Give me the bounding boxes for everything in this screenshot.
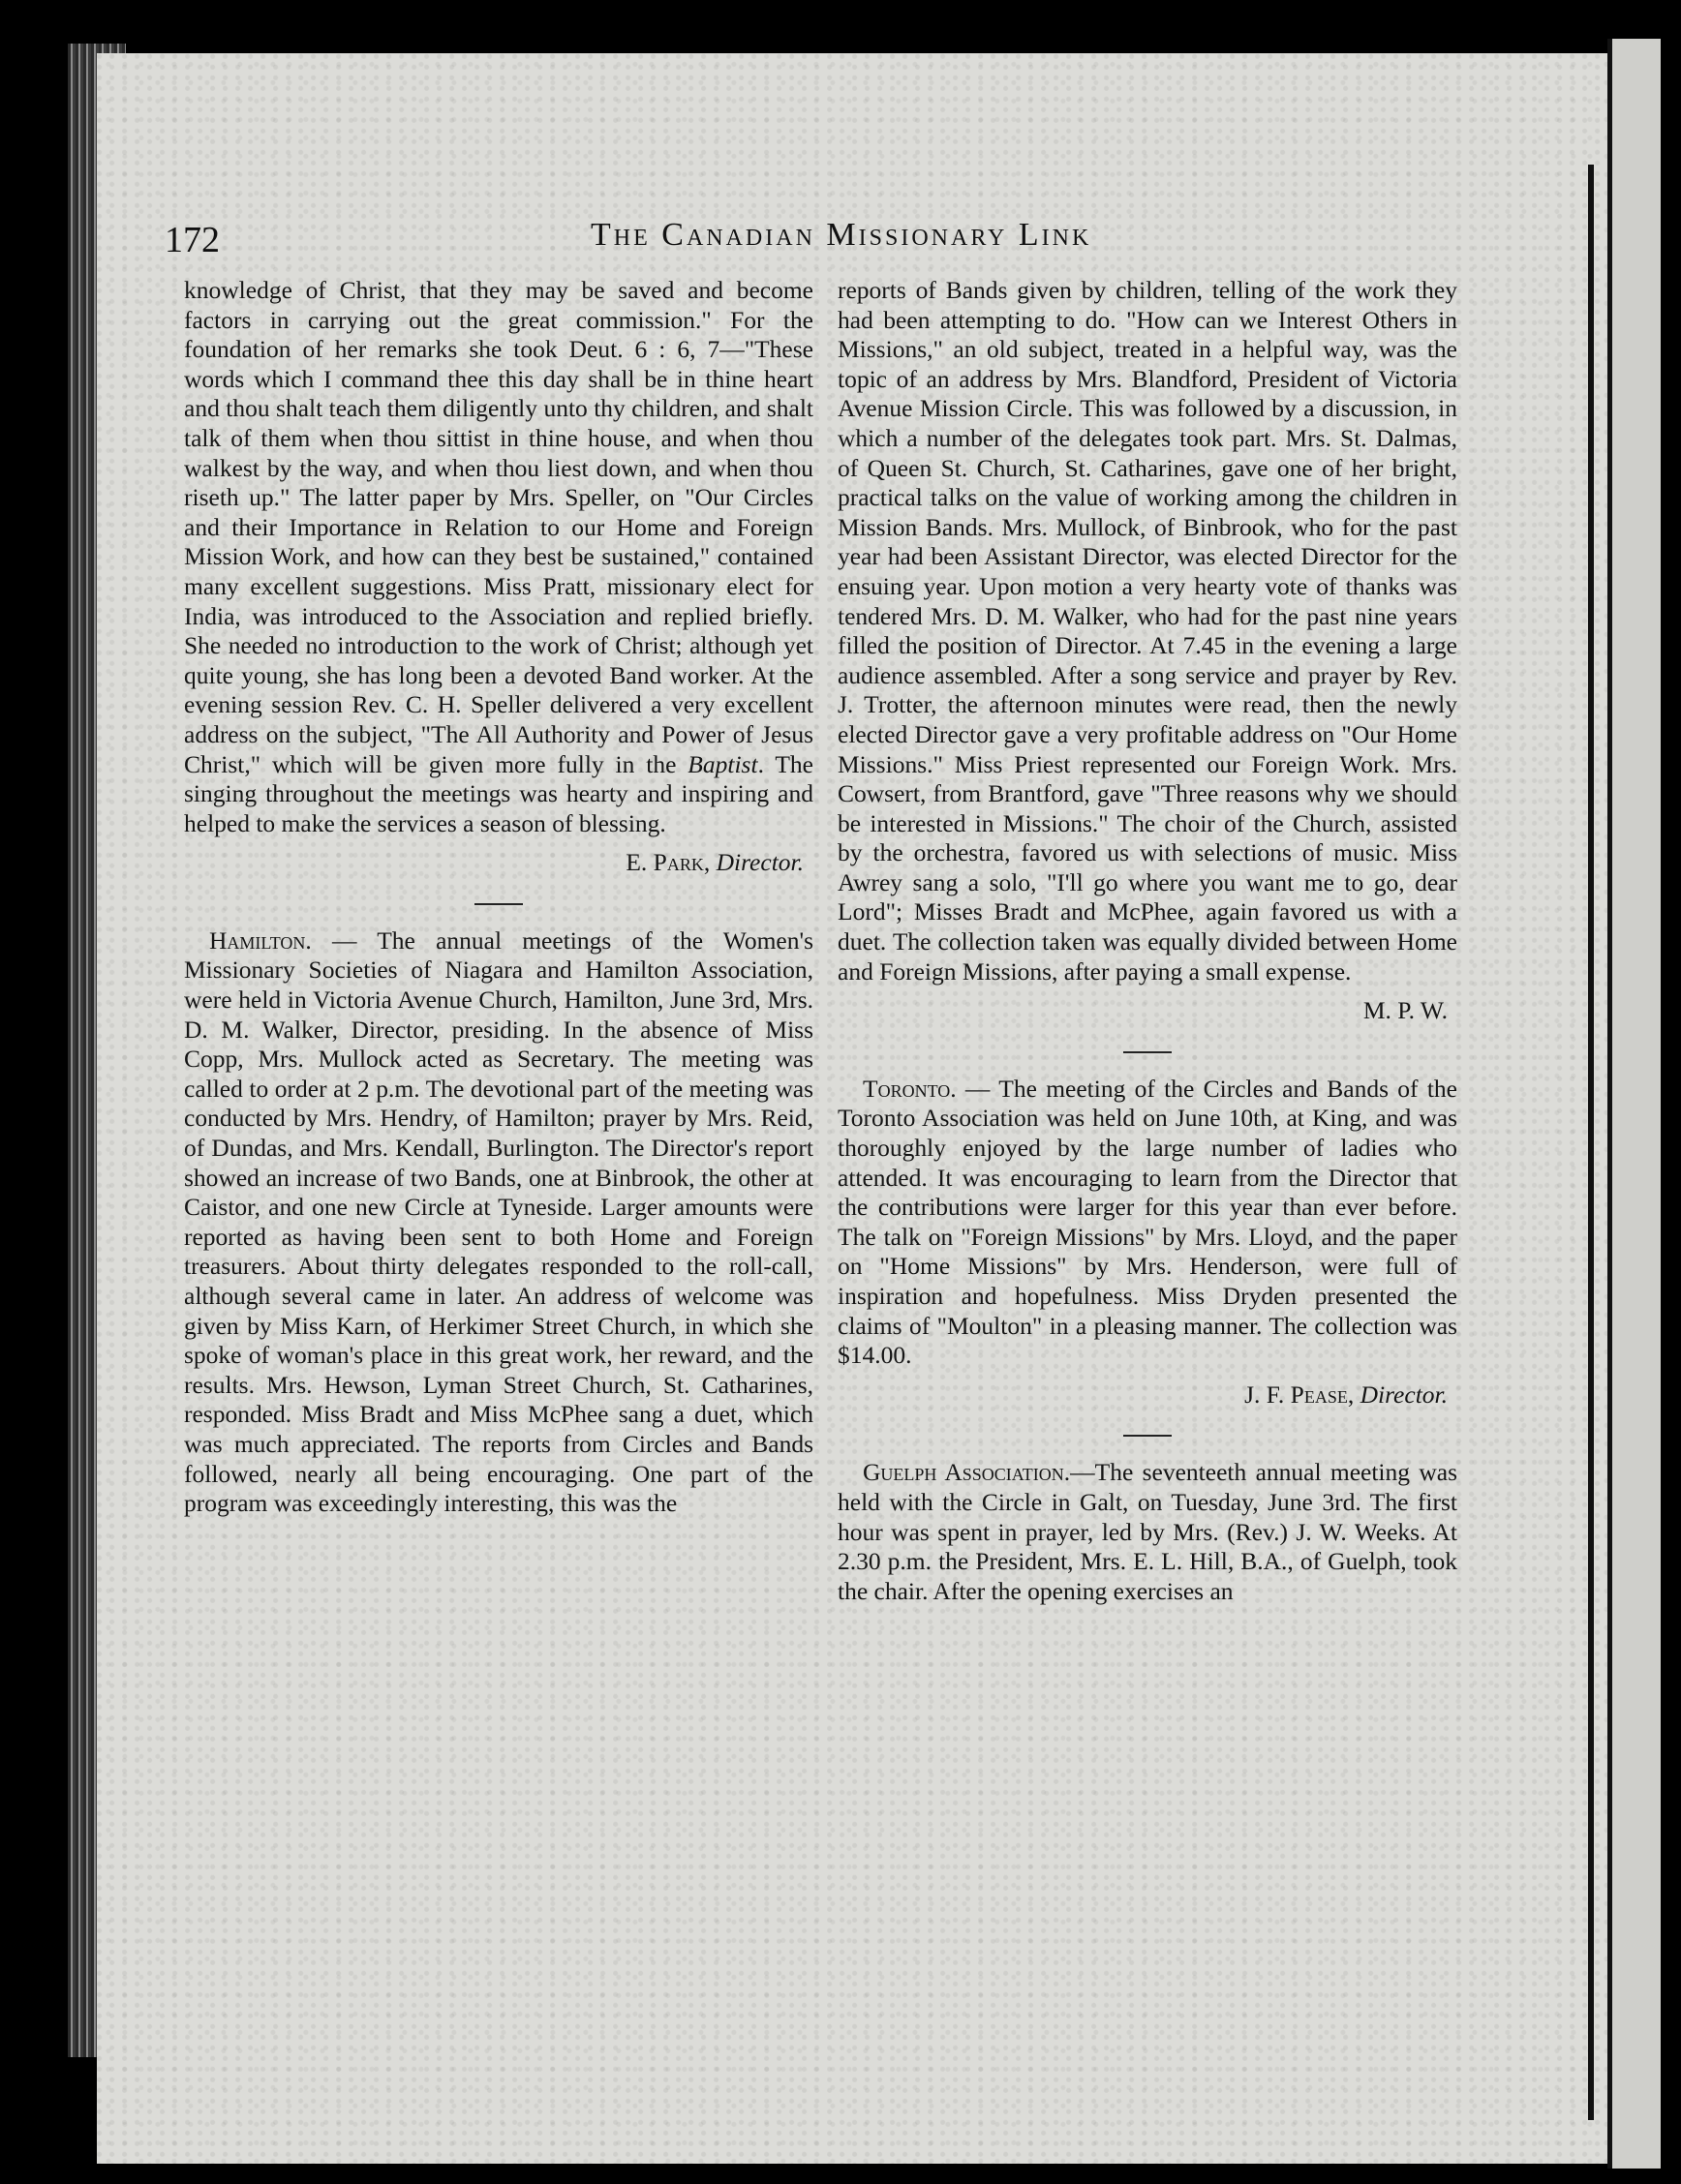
- page-number: 172: [165, 220, 220, 260]
- signature-name: J. F. Pease,: [1244, 1380, 1355, 1409]
- page-header: [165, 211, 1482, 269]
- gutter-line: [1588, 165, 1594, 2120]
- section-divider: [474, 903, 523, 905]
- italic-title: Baptist: [688, 749, 758, 778]
- signature-park: [184, 848, 813, 878]
- signature-title: Director.: [716, 848, 804, 877]
- continued-paragraph: [184, 276, 813, 838]
- running-title: The Canadian Missionary Link: [591, 217, 1092, 253]
- hamilton-text: — The annual meetings of the Women's Missionary Societies of Niagara and Hamilton Association, were held in Victoria Avenue Church, Hamilton, June 3rd, Mrs. D. M. Walker, Director, presiding. In the absence of Miss Copp, Mrs. Mullock acted as Secretary. The meeting was called to order at 2 p.m. The devotional part of the meeting was conducted by Mrs. Hendry, of Hamilton; prayer by Mrs. Reid, of Dundas, and Mrs. Kendall, Burlington. The Director's report showed an increase of two Bands, one at Binbrook, the other at Caistor, and one new Circle at Tyneside. Larger amounts were reported as having been sent to both Home and Foreign treasurers. About thirty delegates responded to the roll-call, although several came in later. An address of welcome was given by Miss Karn, of Herkimer Street Church, in which she spoke of woman's place in this great work, her reward, and the results. Mrs. Hewson, Lyman Street Church, St. Catharines, responded. Miss Bradt and Miss McPhee sang a duet, which was much appreciated. The reports from Circles and Bands followed, nearly all being encouraging. One part of the program was exceedingly interesting, this was the: [184, 925, 813, 1518]
- right-column: [838, 276, 1457, 1606]
- guelph-report: [838, 1458, 1457, 1606]
- signature-name: E. Park,: [626, 848, 711, 877]
- section-lead-toronto: Toronto.: [863, 1074, 957, 1103]
- section-divider: [1123, 1051, 1172, 1053]
- guelph-text: —The seventeeth annual meeting was held with the Circle in Galt, on Tuesday, June 3rd. The first hour was spent in prayer, led by Mrs. (Rev.) J. W. Weeks. At 2.30 p.m. the President, Mrs. E. L. Hill, B.A., of Guelph, took the chair. After the opening exercises an: [838, 1458, 1457, 1605]
- continued-paragraph-right: reports of Bands given by children, telling of the work they had been attempting to do. "How can we Interest Others in Missions," an old subject, treated in a helpful way, was the topic of an address by Mrs. Blandford, President of Victoria Avenue Mission Circle. This was followed by a discussion, in which a number of the delegates took part. Mrs. St. Dalmas, of Queen St. Church, St. Catharines, gave one of her bright, practical talks on the value of working among the children in Mission Bands. Mrs. Mullock, of Binbrook, who for the past year had been Assistant Director, was elected Director for the ensuing year. Upon motion a very hearty vote of thanks was tendered Mrs. D. M. Walker, who had for the past nine years filled the position of Director. At 7.45 in the evening a large audience assembled. After a song service and prayer by Rev. J. Trotter, the afternoon minutes were read, then the newly elected Director gave a very profitable address on "Our Home Missions." Miss Priest represented our Foreign Work. Mrs. Cowsert, from Brantford, gave "Three reasons why we should be interested in Missions." The choir of the Church, assisted by the orchestra, favored us with selections of music. Miss Awrey sang a solo, "I'll go where you want me to go, dear Lord"; Misses Bradt and McPhee, again favored us with a duet. The collection taken was equally divided between Home and Foreign Missions, after paying a small expense.: [838, 276, 1457, 986]
- section-divider: [1123, 1435, 1172, 1437]
- toronto-report: [838, 1075, 1457, 1371]
- left-column: [184, 276, 813, 1519]
- signature-pease: [838, 1380, 1457, 1410]
- toronto-text: — The meeting of the Circles and Bands of the Toronto Association was held on June 10th, at King, and was thoroughly enjoyed by the large number of ladies who attended. It was encouraging to learn from the Director that the contributions were larger for this year than ever before. The talk on "Foreign Missions" by Mrs. Lloyd, and the paper on "Home Missions" by Mrs. Henderson, were full of inspiration and hopefulness. Miss Dryden presented the claims of "Moulton" in a pleasing manner. The collection was $14.00.: [838, 1074, 1457, 1370]
- paragraph-text-end: . The singing throughout the meetings was hearty and inspiring and helped to make the services a season of blessing.: [184, 749, 813, 837]
- section-lead-guelph: Guelph Association.: [863, 1458, 1071, 1487]
- signature-title: Director.: [1360, 1380, 1448, 1409]
- hamilton-report: [184, 926, 813, 1519]
- facing-page-edge: [1607, 39, 1661, 2169]
- paragraph-text: knowledge of Christ, that they may be saved and become factors in carrying out the great commission." For the foundation of her remarks she took Deut. 6 : 6, 7—"These words which I command thee this day shall be in thine heart and thou shalt teach them diligently unto thy children, and shalt talk of them when thou sittist in thine house, and when thou walkest by the way, and when thou liest down, and when thou riseth up." The latter paper by Mrs. Speller, on "Our Circles and their Importance in Relation to our Home and Foreign Mission Work, and how can they best be sustained," contained many excellent suggestions. Miss Pratt, missionary elect for India, was introduced to the Association and replied briefly. She needed no introduction to the work of Christ; although yet quite young, she has long been a devoted Band worker. At the evening session Rev. C. H. Speller delivered a very excellent address on the subject, "The All Authority and Power of Jesus Christ," which will be given more fully in the: [184, 276, 813, 778]
- signature-mpw: M. P. W.: [1362, 996, 1448, 1025]
- section-lead-hamilton: Hamilton.: [209, 925, 312, 955]
